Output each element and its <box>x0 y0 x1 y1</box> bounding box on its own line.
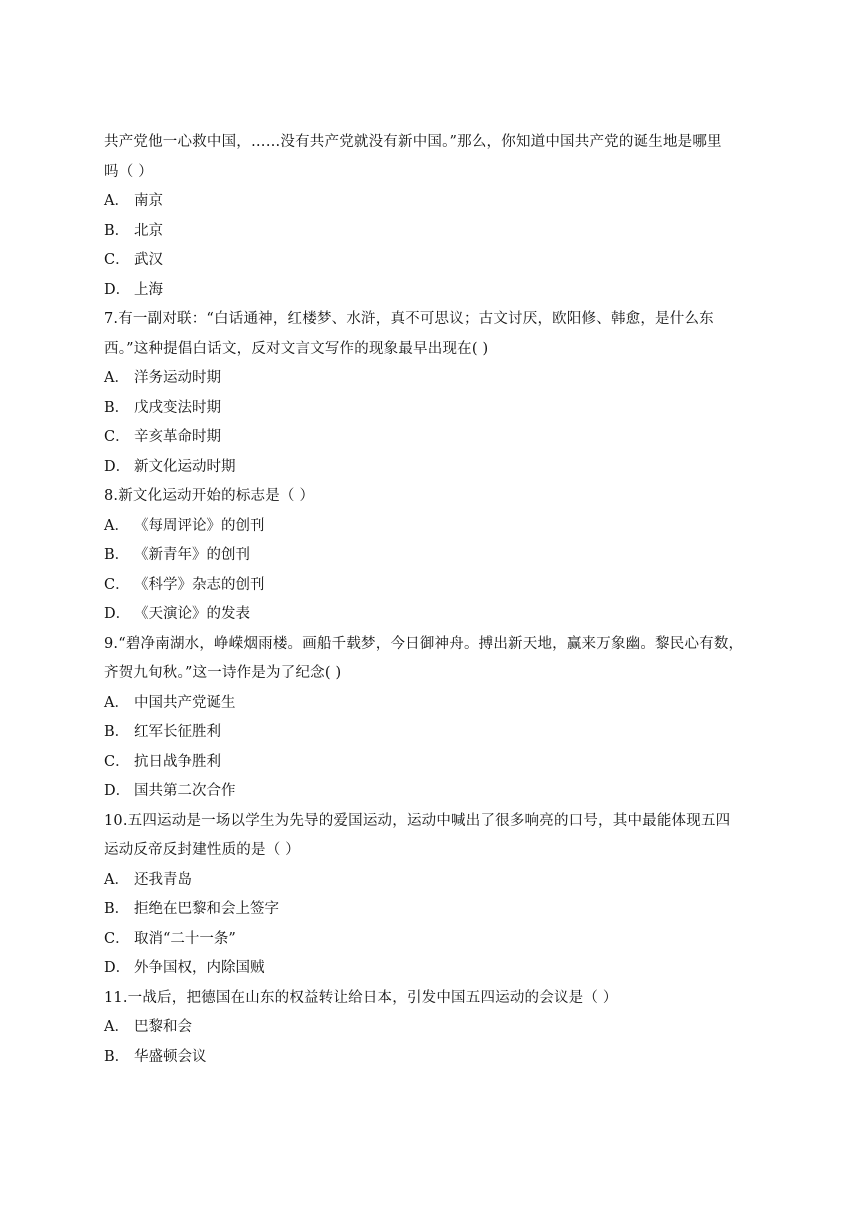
question-q8 <box>104 482 760 630</box>
question-stem-line: 齐贺九旬秋。”这一诗作是为了纪念( ) <box>104 665 342 681</box>
option-letter: B． <box>104 1048 130 1065</box>
option-letter: D． <box>104 960 131 976</box>
option-letter: A． <box>104 193 129 209</box>
option-text: 抗日战争胜利 <box>134 753 221 770</box>
option-text: 中国共产党诞生 <box>134 694 236 711</box>
option-text: 上海 <box>134 281 163 298</box>
answer-option <box>104 541 760 571</box>
answer-option <box>104 718 760 748</box>
answer-option <box>104 1043 760 1073</box>
answer-option <box>104 364 760 394</box>
option-letter: B． <box>104 399 130 416</box>
answer-option <box>104 748 760 778</box>
option-letter: A． <box>104 694 129 711</box>
answer-option <box>104 600 760 630</box>
answer-option <box>104 571 760 601</box>
answer-option <box>104 187 760 217</box>
option-text: 拒绝在巴黎和会上签字 <box>134 901 279 917</box>
option-letter: D． <box>104 458 131 475</box>
option-letter: D． <box>104 281 131 298</box>
option-text: 戊戌变法时期 <box>134 399 221 416</box>
option-text: 洋务运动时期 <box>134 370 221 386</box>
option-text: 华盛顿会议 <box>134 1048 207 1065</box>
option-letter: B． <box>104 222 130 239</box>
answer-option <box>104 1013 760 1043</box>
option-letter: A． <box>104 871 129 888</box>
option-text: 《科学》杂志的创刊 <box>134 576 265 593</box>
option-letter: D． <box>104 783 131 799</box>
answer-option <box>104 246 760 276</box>
answer-option <box>104 689 760 719</box>
option-text: 南京 <box>134 193 163 209</box>
option-text: 取消“二十一条” <box>134 930 236 947</box>
option-text: 《每周评论》的创刊 <box>134 517 265 534</box>
option-letter: C． <box>104 252 130 268</box>
question-q7 <box>104 305 760 482</box>
option-text: 巴黎和会 <box>134 1019 192 1035</box>
option-text: 红军长征胜利 <box>134 724 221 740</box>
option-letter: C． <box>104 930 130 947</box>
option-letter: B． <box>104 901 130 917</box>
option-letter: D． <box>104 606 131 622</box>
option-letter: A． <box>104 517 129 534</box>
option-letter: C． <box>104 429 130 445</box>
option-text: 《天演论》的发表 <box>134 606 250 622</box>
option-letter: A． <box>104 370 129 386</box>
answer-option <box>104 217 760 247</box>
option-letter: C． <box>104 576 130 593</box>
answer-option <box>104 276 760 306</box>
answer-option <box>104 925 760 955</box>
option-text: 国共第二次合作 <box>134 783 236 799</box>
question-q11 <box>104 984 760 1073</box>
option-letter: C． <box>104 753 130 770</box>
question-stem-line: 9.“碧净南湖水，峥嵘烟雨楼。画船千载梦，今日御神舟。搏出新天地，赢来万象幽。黎民心有数， <box>104 635 744 652</box>
option-text: 辛亥革命时期 <box>134 429 221 445</box>
option-text: 新文化运动时期 <box>134 458 236 475</box>
question-stem-line: 7.有一副对联：“白话通神，红楼梦、水浒，真不可思议；古文讨厌，欧阳修、韩愈，是什么东 <box>104 311 714 327</box>
option-letter: B． <box>104 724 130 740</box>
answer-option <box>104 394 760 424</box>
question-stem-line: 11.一战后，把德国在山东的权益转让给日本，引发中国五四运动的会议是（ ） <box>104 989 618 1006</box>
option-letter: B． <box>104 547 130 563</box>
question-stem-line: 运动反帝反封建性质的是（ ） <box>104 842 300 858</box>
question-q6 <box>104 128 760 305</box>
answer-option <box>104 423 760 453</box>
question-stem-line: 西。”这种提倡白话文，反对文言文写作的现象最早出现在( ) <box>104 340 489 357</box>
question-stem-line: 吗（ ） <box>104 163 153 180</box>
option-text: 外争国权，内除国贼 <box>134 960 265 976</box>
answer-option <box>104 777 760 807</box>
question-q9 <box>104 630 760 807</box>
question-stem-line: 8.新文化运动开始的标志是（ ） <box>104 488 315 504</box>
answer-option <box>104 453 760 483</box>
option-text: 武汉 <box>134 252 163 268</box>
answer-option <box>104 954 760 984</box>
answer-option <box>104 866 760 896</box>
option-letter: A． <box>104 1019 129 1035</box>
question-stem-line: 共产党他一心救中国，……没有共产党就没有新中国。”那么，你知道中国共产党的诞生地是哪里 <box>104 134 722 150</box>
question-q10 <box>104 807 760 984</box>
option-text: 还我青岛 <box>134 871 192 888</box>
question-stem-line: 10.五四运动是一场以学生为先导的爱国运动，运动中喊出了很多响亮的口号，其中最能体现五四 <box>104 812 731 829</box>
option-text: 北京 <box>134 222 163 239</box>
answer-option <box>104 895 760 925</box>
option-text: 《新青年》的创刊 <box>134 547 250 563</box>
answer-option <box>104 512 760 542</box>
